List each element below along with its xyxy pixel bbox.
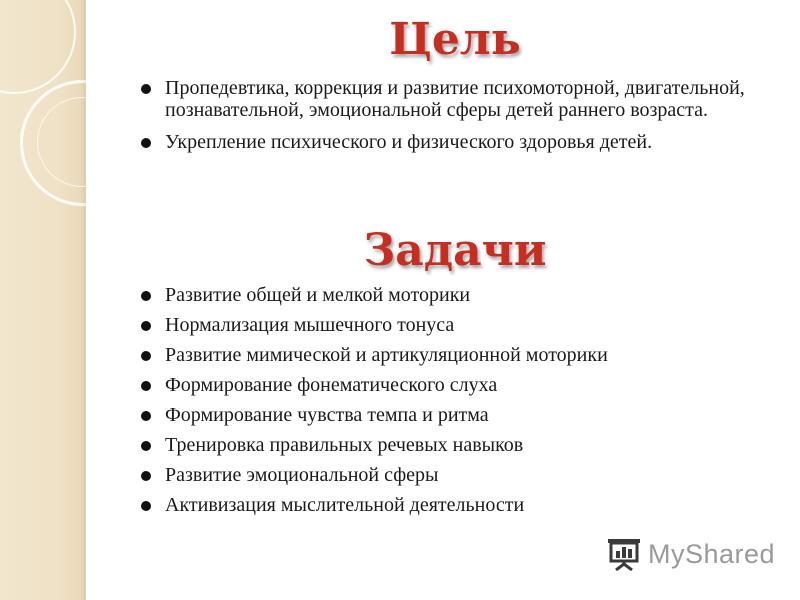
list-item: Активизация мыслительной деятельности xyxy=(138,494,778,524)
list-item: Укрепление психического и физического здоровья детей. xyxy=(138,131,748,153)
watermark-text: MyShared xyxy=(648,538,776,569)
list-item: Развитие мимической и артикуляционной моторики xyxy=(138,344,778,374)
tasks-list xyxy=(138,284,778,524)
list-item: Нормализация мышечного тонуса xyxy=(138,314,778,344)
decorative-ring xyxy=(20,80,146,206)
presentation-board-icon xyxy=(606,537,642,571)
list-item: Формирование фонематического слуха xyxy=(138,374,778,404)
list-item: Развитие общей и мелкой моторики xyxy=(138,284,778,314)
watermark-logo[interactable] xyxy=(606,536,775,572)
goal-heading: Цель xyxy=(389,14,521,65)
goal-list xyxy=(138,77,748,163)
list-item: Развитие эмоциональной сферы xyxy=(138,464,778,494)
list-item: Формирование чувства темпа и ритма xyxy=(138,404,778,434)
tasks-heading: Задачи xyxy=(363,225,547,276)
decorative-side-band xyxy=(0,0,86,600)
list-item: Тренировка правильных речевых навыков xyxy=(138,434,778,464)
list-item: Пропедевтика, коррекция и развитие психомоторной, двигательной, познавательной, эмоциональной сферы детей раннего возраста. xyxy=(138,77,748,121)
